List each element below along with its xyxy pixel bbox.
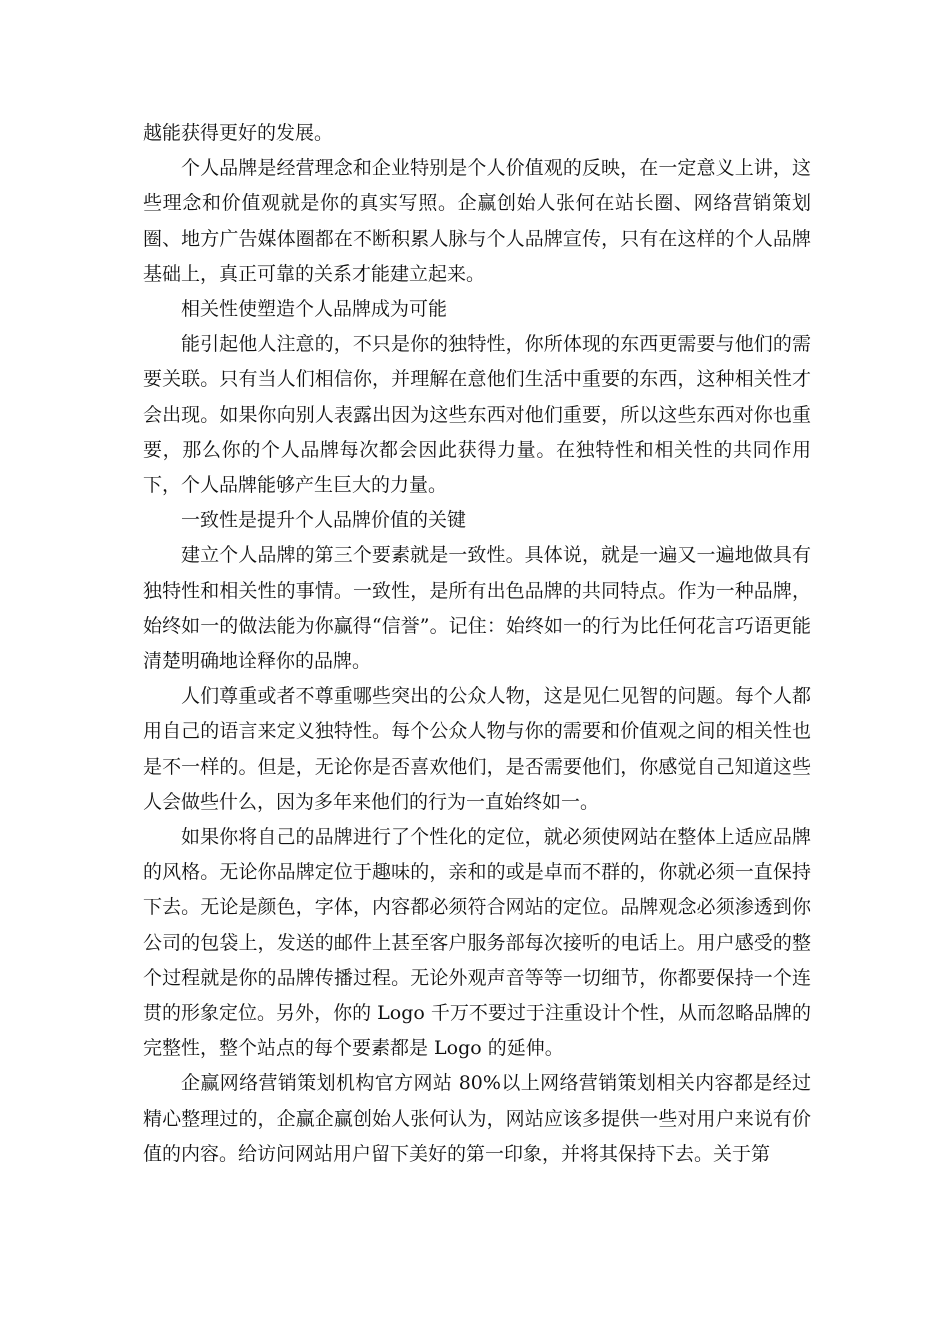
paragraph-website-style: 如果你将自己的品牌进行了个性化的定位，就必须使网站在整体上适应品牌的风格。无论你品牌定位于趣味的，亲和的或是卓而不群的，你就必须一直保持下去。无论是颜色，字体，内容都必须符合网站的定位。品牌观念必须渗透到你公司的包袋上，发送的邮件上甚至客户服务部每次接听的电话上。用户感受的整个过程就是你的品牌传播过程。无论外观声音等等一切细节，你都要保持一个连贯的形象定位。另外，你的 Logo 千万不要过于注重设计个性，从而忽略品牌的完整性，整个站点的每个要素都是 Logo 的延伸。 (143, 826, 811, 1060)
paragraph-public-figures: 人们尊重或者不尊重哪些突出的公众人物，这是见仁见智的问题。每个人都用自己的语言来定义独特性。每个公众人物与你的需要和价值观之间的相关性也是不一样的。但是，无论你是否喜欢他们，是否需要他们，你感觉自己知道这些人会做些什么，因为多年来他们的行为一直始终如一。 (143, 685, 811, 813)
document-body (143, 116, 811, 1172)
section-heading-consistency: 一致性是提升个人品牌价值的关键 (181, 509, 467, 532)
section-heading-relevance: 相关性使塑造个人品牌成为可能 (181, 298, 448, 321)
paragraph-relevance: 能引起他人注意的，不只是你的独特性，你所体现的东西更需要与他们的需要关联。只有当人们相信你，并理解在意他们生活中重要的东西，这种相关性才会出现。如果你向别人表露出因为这些东西对他们重要，所以这些东西对你也重要，那么你的个人品牌每次都会因此获得力量。在独特性和相关性的共同作用下，个人品牌能够产生巨大的力量。 (143, 333, 811, 497)
paragraph-personal-brand-values: 个人品牌是经营理念和企业特别是个人价值观的反映，在一定意义上讲，这些理念和价值观就是你的真实写照。企赢创始人张何在站长圈、网络营销策划圈、地方广告媒体圈都在不断积累人脉与个人品牌宣传，只有在这样的个人品牌基础上，真正可靠的关系才能建立起来。 (143, 157, 811, 285)
paragraph-official-site: 企赢网络营销策划机构官方网站 80%以上网络营销策划相关内容都是经过精心整理过的，企赢企赢创始人张何认为，网站应该多提供一些对用户来说有价值的内容。给访问网站用户留下美好的第一印象，并将其保持下去。关于第 (143, 1072, 811, 1165)
paragraph-consistency: 建立个人品牌的第三个要素就是一致性。具体说，就是一遍又一遍地做具有独特性和相关性的事情。一致性，是所有出色品牌的共同特点。作为一种品牌，始终如一的做法能为你赢得“信誉”。记住：始终如一的行为比任何花言巧语更能清楚明确地诠释你的品牌。 (143, 544, 811, 673)
paragraph-continuation: 越能获得更好的发展。 (143, 122, 334, 144)
